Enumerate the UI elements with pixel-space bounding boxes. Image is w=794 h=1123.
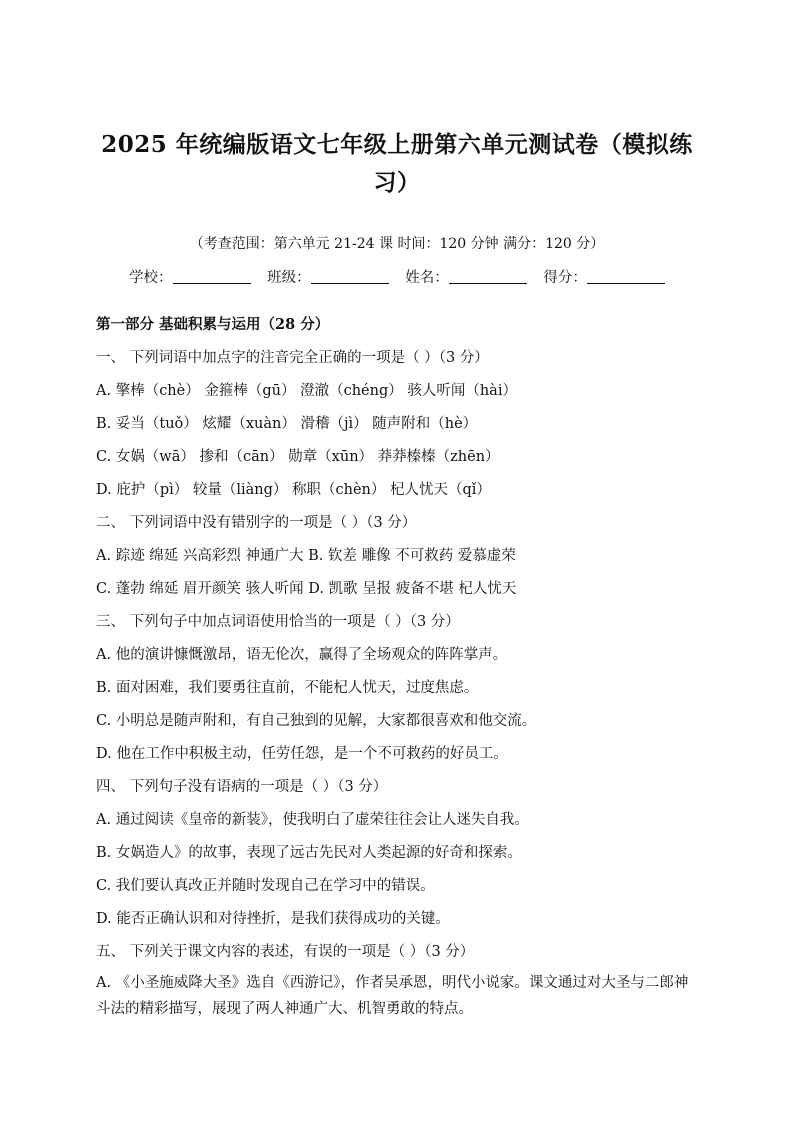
score-blank[interactable] [587,267,665,284]
name-label: 姓名： [405,270,449,286]
class-label: 班级： [267,270,311,286]
q1-option-c: C. 女娲（wā） 掺和（cān） 勋章（xūn） 莽莽榛榛（zhēn） [96,449,500,465]
q5-stem: 五、 下列关于课文内容的表述，有误的一项是（ ）（3 分） [96,944,475,960]
name-blank[interactable] [449,267,527,284]
q3-stem: 三、 下列句子中加点词语使用恰当的一项是（ ）（3 分） [96,614,460,630]
q5-option-a: A. 《小圣施威降大圣》选自《西游记》，作者吴承恩，明代小说家。课文通过对大圣与二郎神斗法的精彩描写，展现了两人神通广大、机智勇敢的特点。 [96,975,689,1017]
exam-title-line-2: 习） [373,169,421,196]
q4-option-d: D. 能否正确认识和对待挫折，是我们获得成功的关键。 [96,911,450,927]
q1-option-b: B. 妥当（tuǒ） 炫耀（xuàn） 滑稽（jì） 随声附和（hè） [96,416,478,432]
q4-option-c: C. 我们要认真改正并随时发现自己在学习中的错误。 [96,878,435,894]
q1-option-d: D. 庇护（pì） 较量（liàng） 称职（chèn） 杞人忧天（qǐ） [96,482,491,498]
q4-stem: 四、 下列句子没有语病的一项是（ ）（3 分） [96,779,388,795]
q1-option-a: A. 擎棒（chè） 金箍棒（gū） 澄澈（chéng） 骇人听闻（hài） [96,383,517,399]
score-label: 得分： [543,270,587,286]
student-info-row [129,266,677,290]
class-blank[interactable] [311,267,389,284]
school-blank[interactable] [173,267,251,284]
q1-stem: 一、 下列词语中加点字的注音完全正确的一项是（ ）（3 分） [96,350,489,366]
q3-option-b: B. 面对困难，我们要勇往直前，不能杞人忧天，过度焦虑。 [96,680,479,696]
exam-scope-info: （考查范围：第六单元 21-24 课 时间：120 分钟 满分：120 分） [189,236,605,252]
q2-stem: 二、 下列词语中没有错别字的一项是（ ）（3 分） [96,515,417,531]
q4-option-a: A. 通过阅读《皇帝的新装》，使我明白了虚荣往往会让人迷失自我。 [96,812,529,828]
q3-option-a: A. 他的演讲慷慨激昂，语无伦次，赢得了全场观众的阵阵掌声。 [96,647,508,663]
q3-option-d: D. 他在工作中积极主动，任劳任怨，是一个不可救药的好员工。 [96,746,508,762]
part-1-heading: 第一部分 基础积累与运用（28 分） [96,316,330,333]
school-label: 学校： [129,270,173,286]
q3-option-c: C. 小明总是随声附和，有自己独到的见解，大家都很喜欢和他交流。 [96,713,537,729]
q2-options-ab: A. 踪迹 绵延 兴高彩烈 神通广大 B. 钦差 雕像 不可救药 爱慕虚荣 [96,548,516,564]
q2-options-cd: C. 蓬勃 绵延 眉开颜笑 骇人听闻 D. 凯歌 呈报 疲备不堪 杞人忧天 [96,581,517,597]
exam-title-line-1: 2025 年统编版语文七年级上册第六单元测试卷（模拟练 [101,131,693,158]
q4-option-b: B. 女娲造人》的故事，表现了远古先民对人类起源的好奇和探索。 [96,845,522,861]
